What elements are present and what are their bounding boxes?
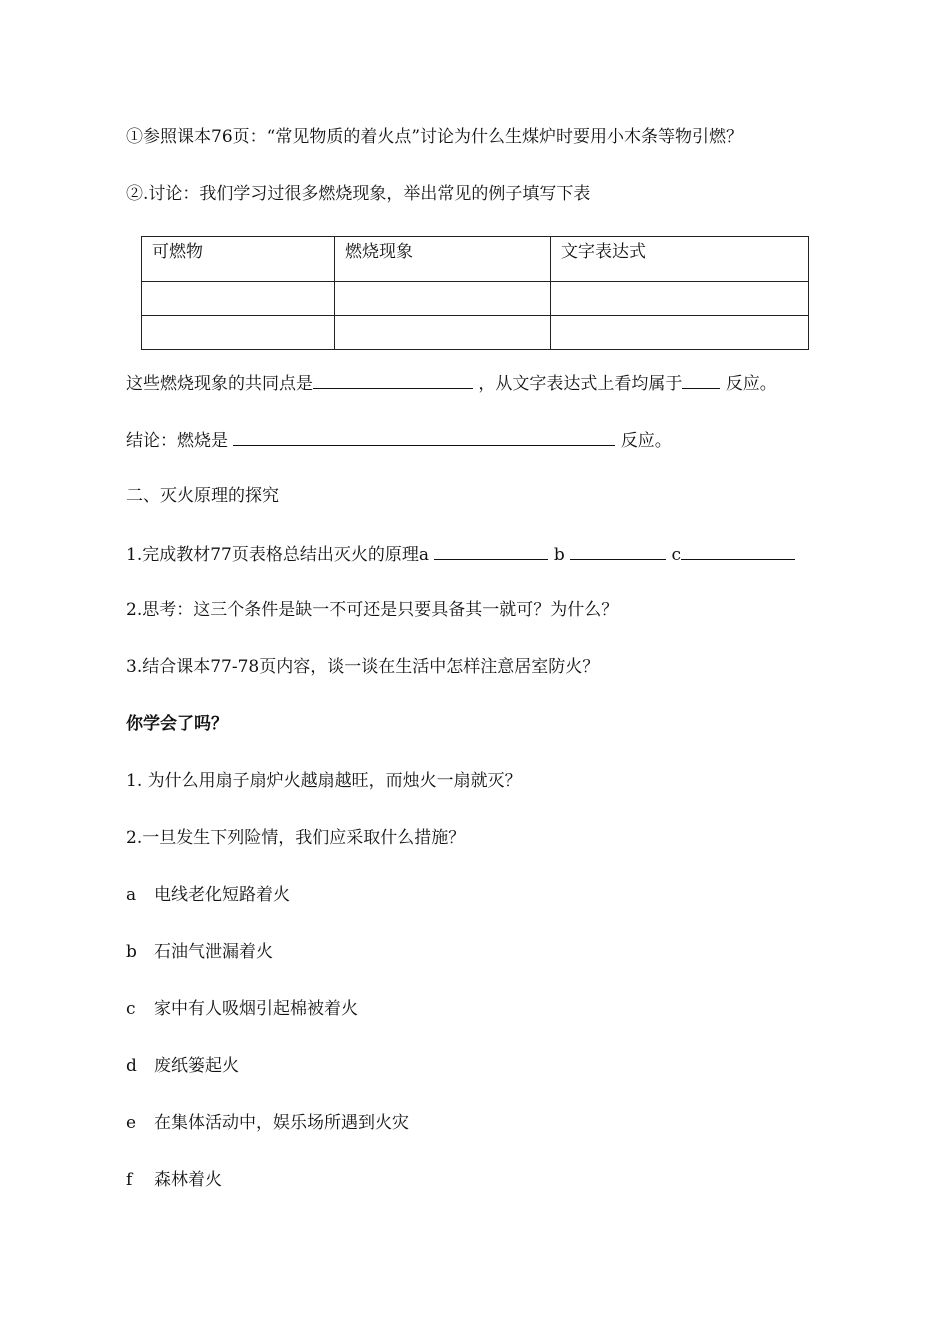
option-text: 在集体活动中，娱乐场所遇到火灾 <box>154 1113 409 1133</box>
option-letter: b <box>126 942 137 962</box>
option-item <box>126 1054 239 1078</box>
extinguish-principle-text: 1.完成教材77页表格总结出灭火的原理a <box>126 545 429 565</box>
table-cell[interactable] <box>142 282 335 316</box>
option-item <box>126 940 273 964</box>
option-text: 石油气泄漏着火 <box>154 942 273 962</box>
common-point-line <box>126 370 777 396</box>
quiz-question-1: 1. 为什么用扇子扇炉火越扇越旺，而烛火一扇就灭？ <box>126 771 522 791</box>
conclusion-suffix: 反应。 <box>620 431 672 451</box>
table-cell[interactable] <box>335 282 551 316</box>
table-header-cell: 可燃物 <box>142 237 335 282</box>
section-2-question-2: 2.思考：这三个条件是缺一不可还是只要具备其一就可？为什么？ <box>126 600 619 620</box>
common-point-prefix: 这些燃烧现象的共同点是 <box>126 374 313 394</box>
question-2: ②.讨论：我们学习过很多燃烧现象，举出常见的例子填写下表 <box>126 184 591 204</box>
option-letter: f <box>126 1170 133 1190</box>
option-letter: e <box>126 1113 137 1133</box>
option-letter: c <box>126 999 136 1019</box>
common-point-blank[interactable] <box>313 370 473 389</box>
common-point-middle: ，从文字表达式上看均属于 <box>478 374 683 394</box>
option-text: 森林着火 <box>154 1170 222 1190</box>
quiz-title: 你学会了吗？ <box>126 714 228 734</box>
table-cell[interactable] <box>551 282 809 316</box>
common-point-suffix: 反应。 <box>725 374 777 394</box>
option-text: 电线老化短路着火 <box>154 885 290 905</box>
table-cell[interactable] <box>142 316 335 350</box>
option-item <box>126 997 358 1021</box>
combustion-table <box>141 236 809 350</box>
table-row <box>142 316 809 350</box>
principle-b-label: b <box>553 545 565 565</box>
option-text: 废纸篓起火 <box>154 1056 239 1076</box>
principle-c-label: c <box>671 545 682 565</box>
table-header-cell: 文字表达式 <box>551 237 809 282</box>
section-2-question-3: 3.结合课本77-78页内容，谈一谈在生活中怎样注意居室防火？ <box>126 657 600 677</box>
question-1: ①参照课本76页：“常见物质的着火点”讨论为什么生煤炉时要用小木条等物引燃？ <box>126 127 744 147</box>
reaction-type-blank[interactable] <box>682 370 720 389</box>
option-item <box>126 883 290 907</box>
table-header-cell: 燃烧现象 <box>335 237 551 282</box>
principle-c-blank[interactable] <box>681 541 795 560</box>
conclusion-prefix: 结论：燃烧是 <box>126 431 228 451</box>
conclusion-blank[interactable] <box>233 427 615 446</box>
section-2-title: 二、灭火原理的探究 <box>126 486 279 506</box>
option-letter: d <box>126 1056 137 1076</box>
table-cell[interactable] <box>335 316 551 350</box>
table-row <box>142 282 809 316</box>
extinguish-principle-line <box>126 541 795 567</box>
table-header-row <box>142 237 809 282</box>
option-letter: a <box>126 885 137 905</box>
principle-b-blank[interactable] <box>570 541 666 560</box>
table-cell[interactable] <box>551 316 809 350</box>
option-text: 家中有人吸烟引起棉被着火 <box>154 999 358 1019</box>
quiz-question-2: 2.一旦发生下列险情，我们应采取什么措施？ <box>126 828 466 848</box>
option-item <box>126 1111 409 1135</box>
conclusion-line <box>126 427 672 453</box>
option-item <box>126 1168 222 1192</box>
principle-a-blank[interactable] <box>434 541 548 560</box>
